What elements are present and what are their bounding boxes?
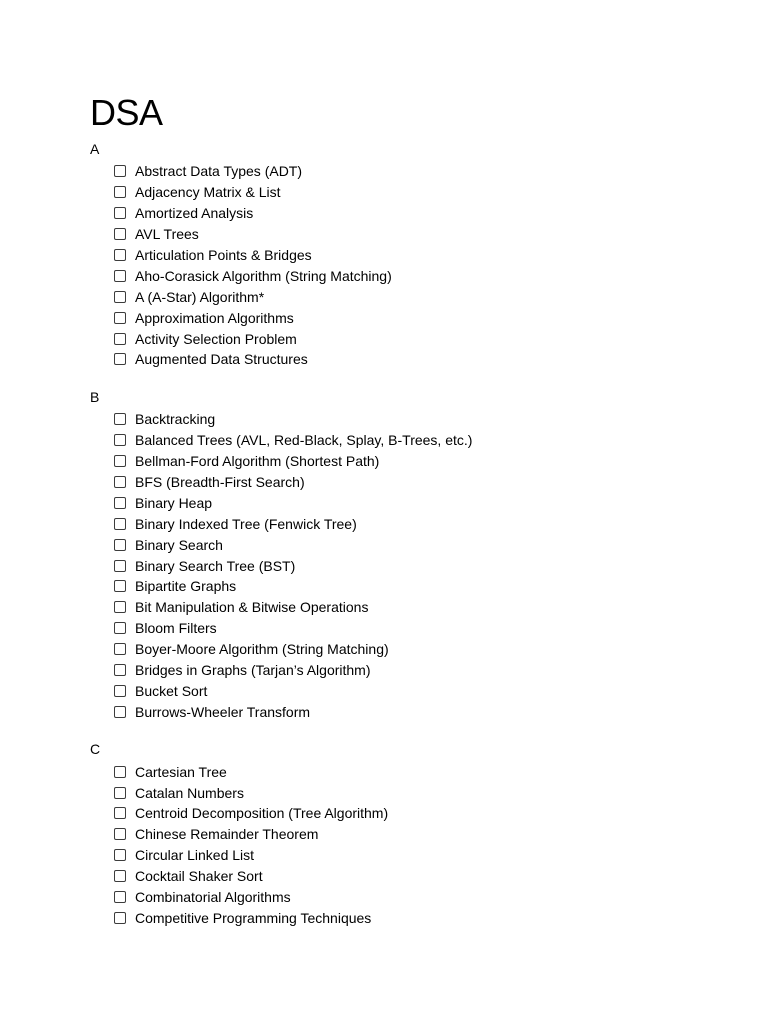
checklist-item-label: Adjacency Matrix & List [135, 184, 281, 201]
checkbox[interactable] [114, 828, 126, 840]
checklist-item [114, 576, 730, 597]
checklist-item-label: Bit Manipulation & Bitwise Operations [135, 599, 369, 616]
checkbox[interactable] [114, 580, 126, 592]
checklist-item [114, 349, 730, 370]
checkbox[interactable] [114, 787, 126, 799]
checklist-item-label: Amortized Analysis [135, 205, 254, 222]
checklist-item [114, 660, 730, 681]
checklist-item [114, 328, 730, 349]
checklist-item [114, 618, 730, 639]
checklist-item-label: Combinatorial Algorithms [135, 889, 291, 906]
checklist-item-label: Boyer-Moore Algorithm (String Matching) [135, 641, 389, 658]
checkbox[interactable] [114, 912, 126, 924]
checklist [90, 161, 730, 370]
checklist-item [114, 845, 730, 866]
section-a [90, 140, 730, 370]
checkbox[interactable] [114, 455, 126, 467]
checklist-item [114, 701, 730, 722]
checklist-item-label: Centroid Decomposition (Tree Algorithm) [135, 805, 389, 822]
checkbox[interactable] [114, 870, 126, 882]
checklist [90, 409, 730, 722]
checklist-item-label: Activity Selection Problem [135, 330, 297, 347]
checkbox[interactable] [114, 518, 126, 530]
checklist-item-label: A (A-Star) Algorithm* [135, 288, 265, 305]
section-letter: B [90, 388, 100, 405]
checklist-item-label: Articulation Points & Bridges [135, 247, 312, 263]
checklist-item-label: Bellman-Ford Algorithm (Shortest Path) [135, 453, 380, 470]
checkbox[interactable] [114, 497, 126, 509]
checkbox[interactable] [114, 706, 126, 718]
checklist-item-label: Bucket Sort [135, 682, 208, 699]
checklist-item [114, 597, 730, 618]
checklist-item [114, 409, 730, 430]
checklist-item [114, 513, 730, 534]
checklist-item-label: Cocktail Shaker Sort [135, 868, 263, 885]
checkbox[interactable] [114, 165, 126, 177]
checklist-item-label: AVL Trees [135, 226, 199, 243]
checklist-item [114, 639, 730, 660]
checklist-item [114, 534, 730, 555]
checklist-item [114, 680, 730, 701]
checklist-item-label: Catalan Numbers [135, 784, 244, 801]
checklist-item-label: Augmented Data Structures [135, 351, 308, 368]
checklist-item-label: Binary Search [135, 536, 223, 553]
checklist-item [114, 782, 730, 803]
checklist-item-label: Bridges in Graphs (Tarjan’s Algorithm) [135, 662, 371, 679]
checkbox[interactable] [114, 664, 126, 676]
checklist-item [114, 908, 730, 929]
document-title: DSA [90, 92, 163, 133]
checkbox[interactable] [114, 228, 126, 240]
checkbox[interactable] [114, 601, 126, 613]
checklist-item [114, 803, 730, 824]
checkbox[interactable] [114, 622, 126, 634]
checkbox[interactable] [114, 807, 126, 819]
checkbox[interactable] [114, 333, 126, 345]
checkbox[interactable] [114, 685, 126, 697]
checkbox[interactable] [114, 539, 126, 551]
checklist-item-label: Binary Search Tree (BST) [135, 557, 296, 574]
checklist-item [114, 887, 730, 908]
checklist-item [114, 492, 730, 513]
section-letter: C [90, 741, 101, 758]
checkbox[interactable] [114, 207, 126, 219]
checklist-item-label: Balanced Trees (AVL, Red-Black, Splay, B-Trees, etc.) [135, 432, 473, 449]
checklist-item [114, 161, 730, 182]
checkbox[interactable] [114, 643, 126, 655]
checklist-item-label: Abstract Data Types (ADT) [135, 163, 303, 180]
checkbox[interactable] [114, 766, 126, 778]
checklist-item [114, 761, 730, 782]
checklist-item-label: BFS (Breadth-First Search) [135, 474, 305, 491]
checklist-item [114, 555, 730, 576]
checkbox[interactable] [114, 560, 126, 572]
checkbox[interactable] [114, 291, 126, 303]
checklist-item [114, 224, 730, 245]
checklist-item-label: Circular Linked List [135, 847, 255, 864]
checklist-item-label: Approximation Algorithms [135, 309, 294, 326]
document [90, 92, 730, 928]
checkbox[interactable] [114, 476, 126, 488]
checklist-item-label: Backtracking [135, 411, 216, 428]
checkbox[interactable] [114, 249, 126, 261]
checkbox[interactable] [114, 270, 126, 282]
checklist-item-label: Bipartite Graphs [135, 578, 237, 595]
section-letter: A [90, 141, 100, 157]
checklist-item-label: Burrows-Wheeler Transform [135, 703, 311, 720]
checklist-item [114, 307, 730, 328]
checklist-item-label: Binary Heap [135, 494, 213, 511]
checklist-item [114, 265, 730, 286]
checklist-item [114, 430, 730, 451]
checkbox[interactable] [114, 413, 126, 425]
checklist-item [114, 203, 730, 224]
checklist-item-label: Binary Indexed Tree (Fenwick Tree) [135, 515, 357, 532]
checkbox[interactable] [114, 849, 126, 861]
checkbox[interactable] [114, 353, 126, 365]
checklist-item-label: Chinese Remainder Theorem [135, 826, 319, 843]
section-b [90, 388, 730, 722]
checkbox[interactable] [114, 186, 126, 198]
section-c [90, 740, 730, 928]
checklist-item [114, 451, 730, 472]
checkbox[interactable] [114, 434, 126, 446]
checkbox[interactable] [114, 891, 126, 903]
checklist [90, 761, 730, 928]
checklist-item [114, 286, 730, 307]
checklist-item-label: Bloom Filters [135, 620, 217, 637]
checkbox[interactable] [114, 312, 126, 324]
checklist-item [114, 866, 730, 887]
checklist-item-label: Cartesian Tree [135, 763, 227, 780]
checklist-item [114, 182, 730, 203]
checklist-item-label: Aho-Corasick Algorithm (String Matching) [135, 267, 392, 284]
checklist-item [114, 472, 730, 493]
checklist-item [114, 245, 730, 266]
checklist-item [114, 824, 730, 845]
sections-container [90, 140, 730, 928]
checklist-item-label: Competitive Programming Techniques [135, 909, 372, 926]
